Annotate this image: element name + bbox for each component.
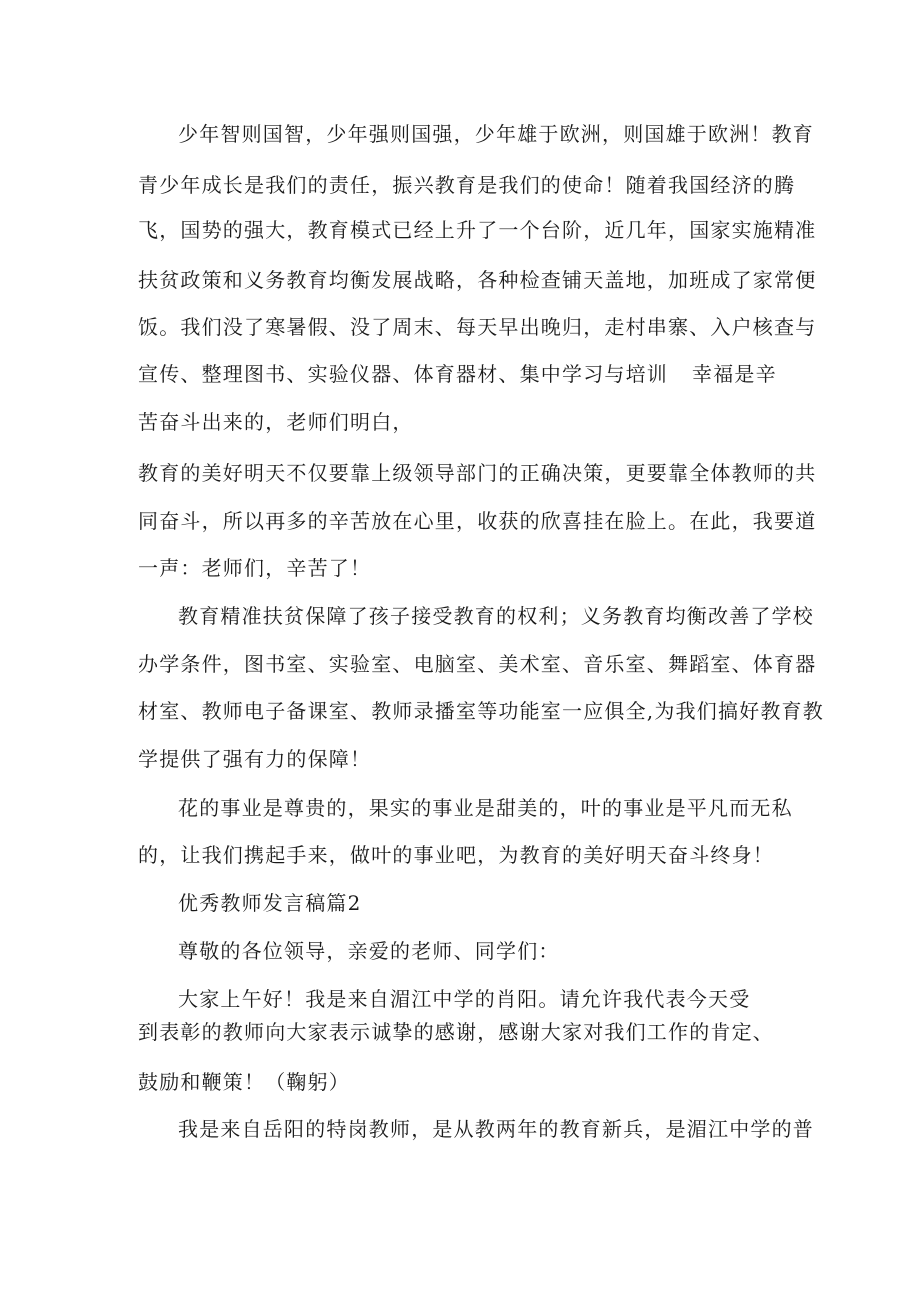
text-line: 一声：老师们，辛苦了！ xyxy=(138,556,372,580)
text-line: 鼓励和鞭策！（鞠躬） xyxy=(138,1070,350,1094)
section-heading: 优秀教师发言稿篇2 xyxy=(178,891,362,915)
text-line: 尊敬的各位领导，亲爱的老师、同学们： xyxy=(178,939,560,963)
text-line: 少年智则国智，少年强则国强，少年雄于欧洲，则国雄于欧洲！教育 xyxy=(178,122,814,146)
text-line: 宣传、整理图书、实验仪器、体育器材、集中学习与培训 xyxy=(138,362,668,386)
text-line: 教育的美好明天不仅要靠上级领导部门的正确决策，更要靠全体教师的共 xyxy=(138,461,817,485)
text-line: 饭。我们没了寒暑假、没了周末、每天早出晚归，走村串寨、入户核查与 xyxy=(138,315,817,339)
text-line: 青少年成长是我们的责任，振兴教育是我们的使命！随着我国经济的腾 xyxy=(138,173,796,197)
text-line: 扶贫政策和义务教育均衡发展战略，各种检查铺天盖地，加班成了家常便 xyxy=(138,268,817,292)
text-line: 我是来自岳阳的特岗教师，是从教两年的教育新兵，是湄江中学的普 xyxy=(178,1117,814,1141)
text-line: 学提供了强有力的保障！ xyxy=(138,747,372,771)
text-line: 的，让我们携起手来，做叶的事业吧，为教育的美好明天奋斗终身！ xyxy=(138,843,774,867)
text-line: 飞，国势的强大，教育模式已经上升了一个台阶，近几年，国家实施精准 xyxy=(138,218,817,242)
text-line: 大家上午好！我是来自湄江中学的肖阳。请允许我代表今天受 xyxy=(178,987,751,1011)
text-line: 到表彰的教师向大家表示诚挚的感谢，感谢大家对我们工作的肯定、 xyxy=(138,1020,774,1044)
text-line: 苦奋斗出来的，老师们明白， xyxy=(138,410,414,434)
text-line: 同奋斗，所以再多的辛苦放在心里，收获的欣喜挂在脸上。在此，我要道 xyxy=(138,509,817,533)
text-line: 幸福是辛 xyxy=(692,362,777,386)
text-line: 教育精准扶贫保障了孩子接受教育的权利；义务教育均衡改善了学校 xyxy=(178,604,814,628)
text-line: 花的事业是尊贵的，果实的事业是甜美的，叶的事业是平凡而无私 xyxy=(178,796,793,820)
text-line: 办学条件，图书室、实验室、电脑室、美术室、音乐室、舞蹈室、体育器 xyxy=(138,652,817,676)
text-line: 材室、教师电子备课室、教师录播室等功能室一应俱全,为我们搞好教育教 xyxy=(138,699,824,723)
